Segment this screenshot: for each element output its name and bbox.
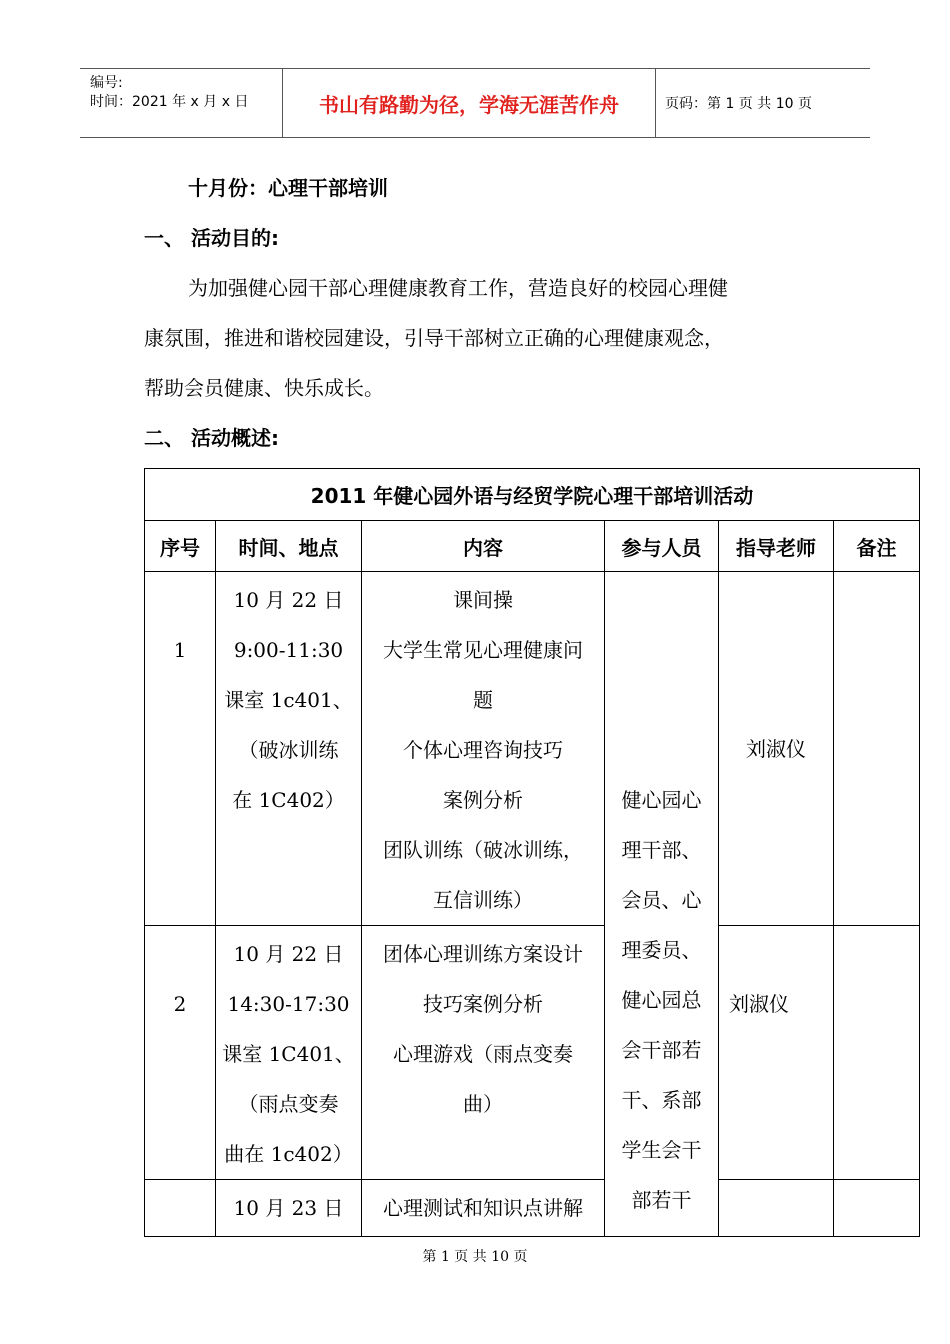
participants-line: 健心园心 (621, 788, 702, 812)
header-time-place: 时间、地点 (216, 521, 362, 572)
header-motto: 书山有路勤为径，学海无涯苦作舟 (282, 69, 656, 137)
page-header (80, 68, 870, 138)
header-meta (80, 69, 282, 137)
time-label: 时间：2021 年 x 月 x 日 (90, 94, 249, 110)
row2-time-line: 14:30-17:30 (227, 992, 350, 1016)
table-title: 2011 年健心园外语与经贸学院心理干部培训活动 (145, 469, 920, 521)
participants-line: 理干部、 (621, 838, 702, 862)
row2-content-line: 心理游戏（雨点变奏 (393, 1042, 573, 1066)
section2-heading: 二、 活动概述: (144, 426, 279, 450)
row1-content-line: 大学生常见心理健康问 (383, 638, 583, 662)
row1-content (362, 572, 605, 926)
row2-time-line: 课室 1C401、 (222, 1042, 355, 1066)
doc-title: 十月份：心理干部培训 (188, 176, 388, 200)
row1-content-line: 团队训练（破冰训练， (383, 838, 583, 862)
header-remarks: 备注 (834, 521, 920, 572)
header-participants: 参与人员 (605, 521, 719, 572)
row2-time-line: （雨点变奏 (238, 1092, 339, 1116)
row2-time-line: 曲在 1c402） (224, 1142, 353, 1166)
participants-line: 会员、心 (621, 888, 702, 912)
row1-content-line: 案例分析 (443, 788, 523, 812)
purpose-line-3: 帮助会员健康、快乐成长。 (144, 376, 384, 400)
header-page-info: 页码：第 1 页 共 10 页 (665, 96, 812, 112)
row1-time-line: 在 1C402） (232, 788, 345, 812)
row3-content (362, 1180, 605, 1237)
purpose-line-2: 康氛围，推进和谐校园建设，引导干部树立正确的心理健康观念， (144, 326, 724, 350)
participants-line: 部若干 (631, 1188, 692, 1212)
row3-content-line: 心理测试和知识点讲解 (383, 1196, 583, 1220)
row2-no: 2 (145, 926, 216, 1180)
row2-content-line: 技巧案例分析 (423, 992, 543, 1016)
row1-remarks (834, 572, 920, 926)
row2-content-line: 团体心理训练方案设计 (383, 942, 583, 966)
row1-time-line: 9:00-11:30 (233, 638, 344, 662)
header-no: 序号 (145, 521, 216, 572)
row3-remarks (834, 1180, 920, 1237)
section1-heading: 一、 活动目的: (144, 226, 279, 250)
header-teacher: 指导老师 (719, 521, 834, 572)
table-title-row (145, 469, 920, 521)
participants-line: 学生会干 (621, 1138, 702, 1162)
row3-time-place (216, 1180, 362, 1237)
row1-content-line: 题 (473, 688, 493, 712)
row1-time-line: （破冰训练 (238, 738, 339, 762)
participants-line: 会干部若 (621, 1038, 702, 1062)
row1-teacher: 刘淑仪 (719, 572, 834, 926)
row3-time-line: 10 月 23 日 (233, 1196, 344, 1220)
page-footer: 第 1 页 共 10 页 (422, 1249, 528, 1265)
activity-table (144, 468, 920, 1237)
row3-teacher (719, 1180, 834, 1237)
row2-teacher: 刘淑仪 (719, 926, 834, 1180)
row1-time-line: 课室 1c401、 (224, 688, 353, 712)
participants-line: 干、系部 (621, 1088, 702, 1112)
row1-no: 1 (145, 572, 216, 926)
participants-line: 健心园总 (621, 988, 702, 1012)
row2-content-line: 曲） (463, 1092, 503, 1116)
row1-time-place (216, 572, 362, 926)
header-content: 内容 (362, 521, 605, 572)
participants-line: 理委员、 (621, 938, 702, 962)
row1-content-line: 课间操 (453, 588, 513, 612)
table-row (145, 1180, 920, 1237)
purpose-line-1: 为加强健心园干部心理健康教育工作，营造良好的校园心理健 (188, 276, 728, 300)
table-row (145, 572, 920, 926)
row2-remarks (834, 926, 920, 1180)
number-label: 编号: (90, 75, 123, 91)
row2-content (362, 926, 605, 1180)
row1-content-line: 互信训练） (433, 888, 533, 912)
table-row (145, 926, 920, 1180)
row3-no (145, 1180, 216, 1237)
row1-content-line: 个体心理咨询技巧 (403, 738, 563, 762)
participants-cell (605, 572, 719, 1237)
row2-time-place (216, 926, 362, 1180)
row1-time-line: 10 月 22 日 (233, 588, 344, 612)
row2-time-line: 10 月 22 日 (233, 942, 344, 966)
table-header-row (145, 521, 920, 572)
